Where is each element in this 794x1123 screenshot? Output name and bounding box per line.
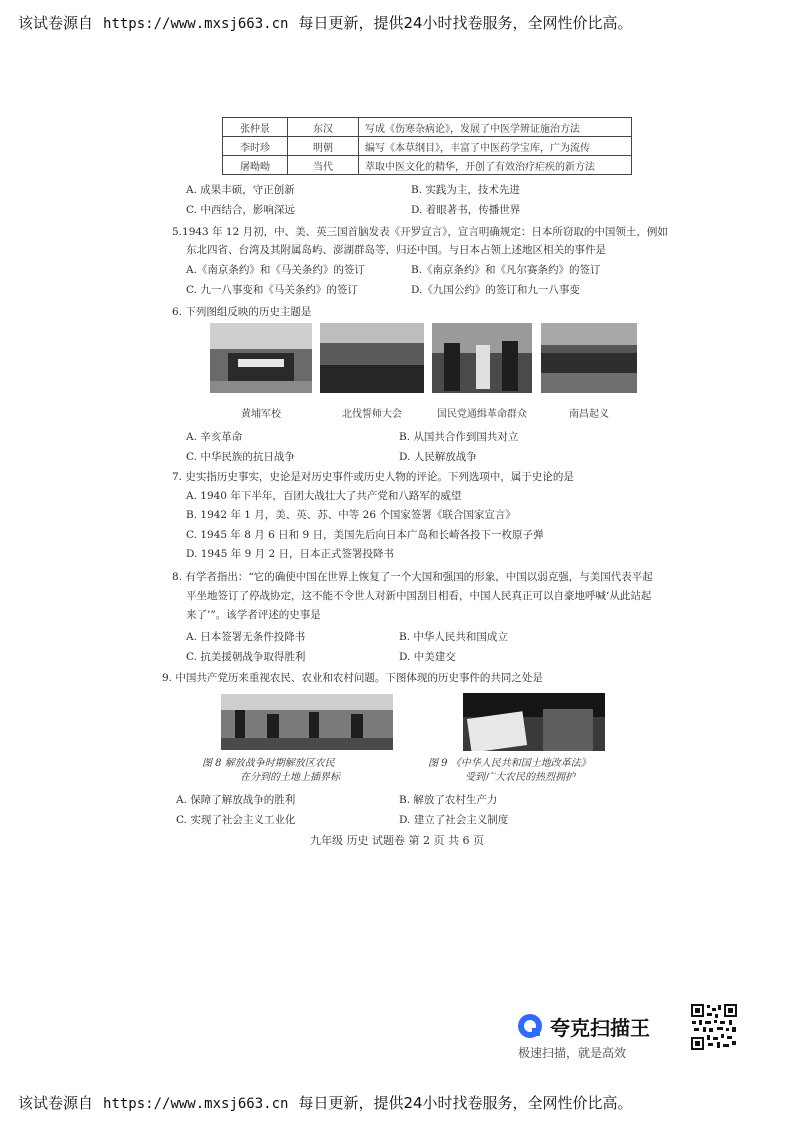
scanner-brand-name: 夸克扫描王: [550, 1016, 650, 1040]
caption-huangpu: 黄埔军校: [241, 409, 281, 420]
fig8-caption-line1: 图 8 解放战争时期解放区农民: [202, 758, 335, 769]
table-cell: 屠呦呦: [223, 156, 288, 175]
q8-stem-line3: 来了’”。该学者评述的史事是: [186, 609, 321, 621]
q6-option-c: C. 中华民族的抗日战争: [186, 451, 295, 463]
land-boundary-photo: [221, 694, 393, 750]
caption-kmt-arrest: 国民党通缉革命群众: [437, 409, 527, 420]
banner-suffix: 每日更新，提供24小时找卷服务，全网性价比高。: [298, 14, 633, 32]
fig9-caption-line2: 受到广大农民的热烈拥护: [465, 772, 575, 783]
banner-url[interactable]: https://www.mxsj663.cn: [103, 1096, 289, 1112]
q6-option-a: A. 辛亥革命: [186, 431, 243, 443]
table-row: [223, 118, 632, 137]
q7-option-b: B. 1942 年 1 月，美、英、苏、中等 26 个国家签署《联合国家宣言》: [186, 509, 516, 521]
table-cell: 张仲景: [223, 118, 288, 137]
fig8-caption-line2: 在分到的土地上插界标: [240, 772, 340, 783]
nanchang-uprising-photo: [541, 323, 637, 393]
q9-option-d: D. 建立了社会主义制度: [399, 814, 509, 826]
scanner-logo-icon: [516, 1012, 544, 1040]
q8-stem-line1: 8. 有学者指出：“它的确使中国在世界上恢复了一个大国和强国的形象，中国以弱克强，与美国代表平起: [172, 571, 653, 583]
table-cell: 当代: [288, 156, 359, 175]
q4-option-b: B. 实践为主，技术先进: [411, 184, 520, 196]
huangpu-academy-photo: [210, 323, 312, 393]
qr-code-icon[interactable]: [690, 1003, 738, 1051]
table-cell: 东汉: [288, 118, 359, 137]
q6-option-d: D. 人民解放战争: [399, 451, 477, 463]
table-cell: 李时珍: [223, 137, 288, 156]
q7-option-a: A. 1940 年下半年，百团大战壮大了共产党和八路军的威望: [186, 490, 462, 502]
caption-nanchang: 南昌起义: [569, 409, 609, 420]
q8-stem-line2: 平坐地签订了停战协定，这不能不令世人对新中国刮目相看，中国人民真正可以自豪地呼喊‘从此站起: [186, 590, 652, 602]
q9-stem: 9. 中国共产党历来重视农民、农业和农村问题。下图体现的历史事件的共同之处是: [162, 672, 543, 684]
q8-option-d: D. 中美建交: [399, 651, 456, 663]
q7-option-d: D. 1945 年 9 月 2 日，日本正式签署投降书: [186, 548, 394, 560]
q7-option-c: C. 1945 年 8 月 6 日和 9 日，美国先后向日本广岛和长崎各投下一枚原子弹: [186, 529, 544, 541]
table-row: [223, 156, 632, 175]
q9-option-b: B. 解放了农村生产力: [399, 794, 498, 806]
table-cell: 明朝: [288, 137, 359, 156]
source-banner-bottom: [18, 1092, 633, 1113]
banner-suffix: 每日更新，提供24小时找卷服务，全网性价比高。: [298, 1094, 633, 1112]
q7-stem: 7. 史实指历史事实，史论是对历史事件或历史人物的评论。下列选项中，属于史论的是: [172, 471, 574, 483]
table-cell: 写成《伤寒杂病论》，发展了中医学辨证施治方法: [359, 118, 632, 137]
q8-option-a: A. 日本签署无条件投降书: [186, 631, 306, 643]
table-cell: 萃取中医文化的精华，开创了有效治疗疟疾的新方法: [359, 156, 632, 175]
q9-option-a: A. 保障了解放战争的胜利: [176, 794, 296, 806]
scanner-watermark: [516, 1008, 676, 1068]
q6-option-b: B. 从国共合作到国共对立: [399, 431, 519, 443]
banner-prefix: 该试卷源自: [18, 14, 94, 32]
northern-expedition-rally-photo: [320, 323, 424, 393]
q5-option-a: A.《南京条约》和《马关条约》的签订: [186, 264, 365, 276]
q5-option-d: D.《九国公约》的签订和九一八事变: [411, 284, 580, 296]
banner-prefix: 该试卷源自: [18, 1094, 94, 1112]
land-reform-law-photo: [463, 693, 605, 751]
table-row: [223, 137, 632, 156]
q9-option-c: C. 实现了社会主义工业化: [176, 814, 296, 826]
kmt-arrest-photo: [432, 323, 532, 393]
q4-option-a: A. 成果丰硕，守正创新: [186, 184, 295, 196]
q5-option-c: C. 九一八事变和《马关条约》的签订: [186, 284, 358, 296]
q5-stem-line1: 5.1943 年 12 月初，中、美、英三国首脑发表《开罗宣言》，宣言明确规定：日本所窃取的中国领土，例如: [172, 226, 668, 238]
fig9-caption-line1: 图 9 《中华人民共和国土地改革法》: [428, 758, 591, 769]
banner-url[interactable]: https://www.mxsj663.cn: [103, 16, 289, 32]
q8-option-c: C. 抗美援朝战争取得胜利: [186, 651, 306, 663]
table-cell: 编写《本草纲目》，丰富了中医药学宝库，广为流传: [359, 137, 632, 156]
page-footer: 九年级 历史 试题卷 第 2 页 共 6 页: [310, 834, 484, 847]
scanner-slogan: 极速扫描，就是高效: [518, 1046, 627, 1060]
caption-northern-expedition: 北伐誓师大会: [342, 409, 402, 420]
q5-option-b: B.《南京条约》和《凡尔赛条约》的签订: [411, 264, 601, 276]
q4-option-c: C. 中西结合，影响深远: [186, 204, 295, 216]
q5-stem-line2: 东北四省、台湾及其附属岛屿、澎湖群岛等，归还中国。与日本占领上述地区相关的事件是: [186, 244, 606, 256]
q6-stem: 6. 下列图组反映的历史主题是: [172, 306, 312, 318]
medical-figures-table: [222, 117, 632, 175]
q8-option-b: B. 中华人民共和国成立: [399, 631, 508, 643]
q4-option-d: D. 着眼著书，传播世界: [411, 204, 521, 216]
